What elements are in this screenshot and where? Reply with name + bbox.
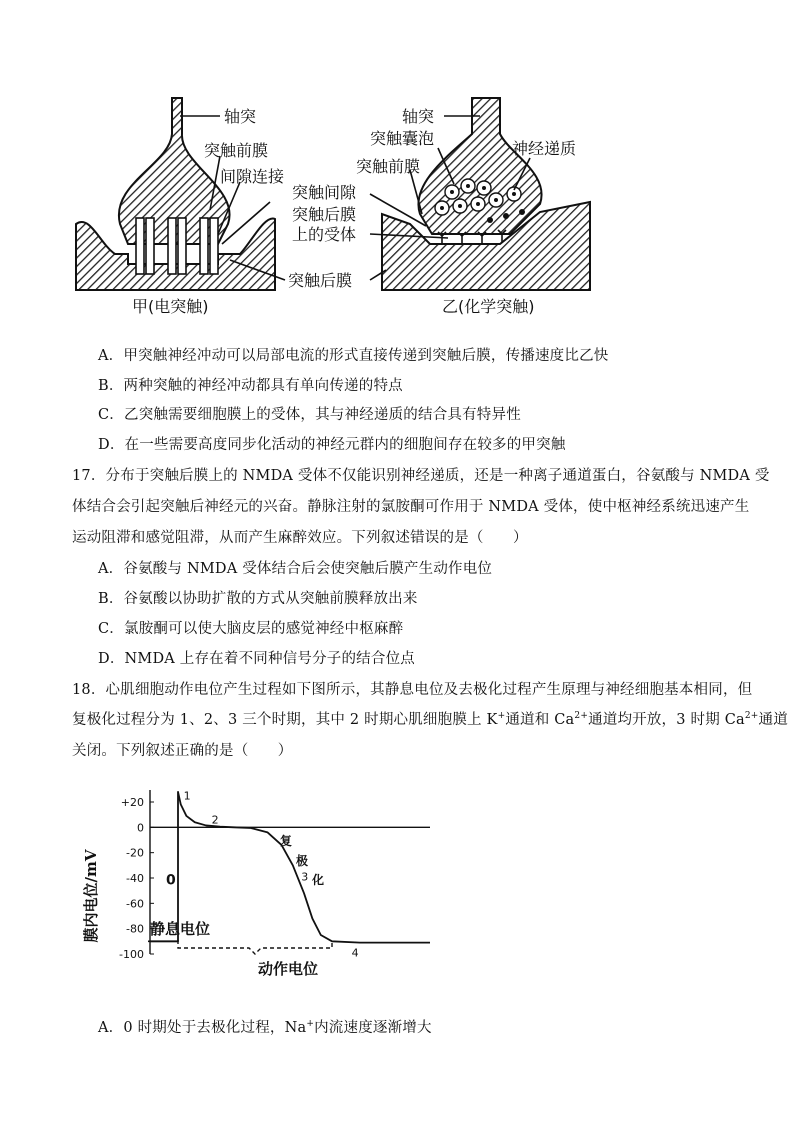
q16-option-c: C．乙突触需要细胞膜上的受体，其与神经递质的结合具有特异性 — [98, 407, 521, 423]
action-potential-brace — [178, 940, 332, 954]
y-tick-label: -100 — [119, 948, 144, 961]
left-postsynaptic-label: 突触后膜 — [288, 271, 353, 290]
action-potential-label: 动作电位 — [258, 960, 319, 978]
phase-label-0: 0 — [166, 872, 176, 889]
repol-char-2: 极 — [296, 854, 309, 868]
electrical-synapse-diagram — [76, 98, 285, 290]
y-tick-label: 0 — [137, 821, 144, 835]
q16-option-a: A．甲突触神经冲动可以局部电流的形式直接传递到突触后膜，传播速度比乙快 — [98, 348, 609, 364]
q16-option-b: B．两种突触的神经冲动都具有单向传递的特点 — [98, 378, 403, 394]
q18-option-a: A．0 时期处于去极化过程，Na+内流速度逐渐增大 — [98, 1019, 432, 1036]
q17-option-d: D．NMDA 上存在着不同种信号分子的结合位点 — [98, 651, 415, 667]
action-potential-chart — [80, 776, 450, 986]
left-presynaptic-label: 突触前膜 — [204, 141, 269, 160]
right-cleft-label: 突触间隙 — [292, 183, 357, 202]
right-axon-label: 轴突 — [402, 107, 435, 126]
y-tick-label: +20 — [120, 796, 144, 809]
synapse-figure — [70, 94, 600, 320]
right-vesicle-label: 突触囊泡 — [370, 129, 435, 148]
phase-label-4: 4 — [351, 946, 359, 960]
left-caption: 甲(电突触) — [132, 297, 209, 316]
repol-char-3: 化 — [312, 873, 325, 887]
left-axon-label: 轴突 — [224, 107, 257, 126]
right-receptor-line1: 突触后膜 — [292, 205, 357, 224]
right-transmitter-label: 神经递质 — [512, 139, 577, 158]
q18-stem-line3: 关闭。下列叙述正确的是（ ） — [72, 743, 293, 759]
q17-option-b: B．谷氨酸以协助扩散的方式从突触前膜释放出来 — [98, 591, 418, 607]
resting-potential-label: 静息电位 — [150, 920, 211, 938]
phase-label-2: 2 — [211, 813, 219, 827]
y-axis-label: 膜内电位/mV — [82, 849, 100, 943]
q16-option-d: D．在一些需要高度同步化活动的神经元群内的细胞间存在较多的甲突触 — [98, 437, 566, 453]
q17-option-c: C．氯胺酮可以使大脑皮层的感觉神经中枢麻醉 — [98, 621, 404, 637]
right-caption: 乙(化学突触) — [442, 297, 535, 316]
q17-stem-line3: 运动阻滞和感觉阻滞，从而产生麻醉效应。下列叙述错误的是（ ） — [72, 530, 528, 546]
chemical-synapse-diagram — [370, 98, 590, 290]
y-tick-label: -80 — [126, 922, 144, 936]
y-tick-label: -20 — [126, 846, 144, 860]
q17-stem-line2: 体结合会引起突触后神经元的兴奋。静脉注射的氯胺酮可作用于 NMDA 受体，使中枢神经系统迅速产生 — [72, 499, 750, 515]
y-tick-label: -40 — [126, 872, 144, 885]
q17-stem-line1: 17．分布于突触后膜上的 NMDA 受体不仅能识别神经递质，还是一种离子通道蛋白，谷氨酸与 NMDA 受 — [72, 468, 770, 484]
left-gap-junction-label: 间隙连接 — [220, 167, 285, 186]
q17-option-a: A．谷氨酸与 NMDA 受体结合后会使突触后膜产生动作电位 — [98, 561, 493, 577]
right-receptor-line2: 上的受体 — [292, 225, 357, 244]
right-presynaptic-label: 突触前膜 — [356, 157, 421, 176]
q18-stem-line1: 18．心肌细胞动作电位产生过程如下图所示，其静息电位及去极化过程产生原理与神经细胞基本相同，但 — [72, 682, 753, 698]
phase-label-1: 1 — [183, 789, 191, 803]
y-tick-label: -60 — [126, 897, 144, 911]
q18-stem-line2: 复极化过程分为 1、2、3 三个时期，其中 2 时期心肌细胞膜上 K+通道和 $Ca^{2+}$通道均开放，3 时期 $Ca^{2+}$通道 — [72, 711, 788, 728]
repol-char-1: 复 — [280, 834, 293, 848]
phase-label-3: 3 — [301, 870, 309, 884]
